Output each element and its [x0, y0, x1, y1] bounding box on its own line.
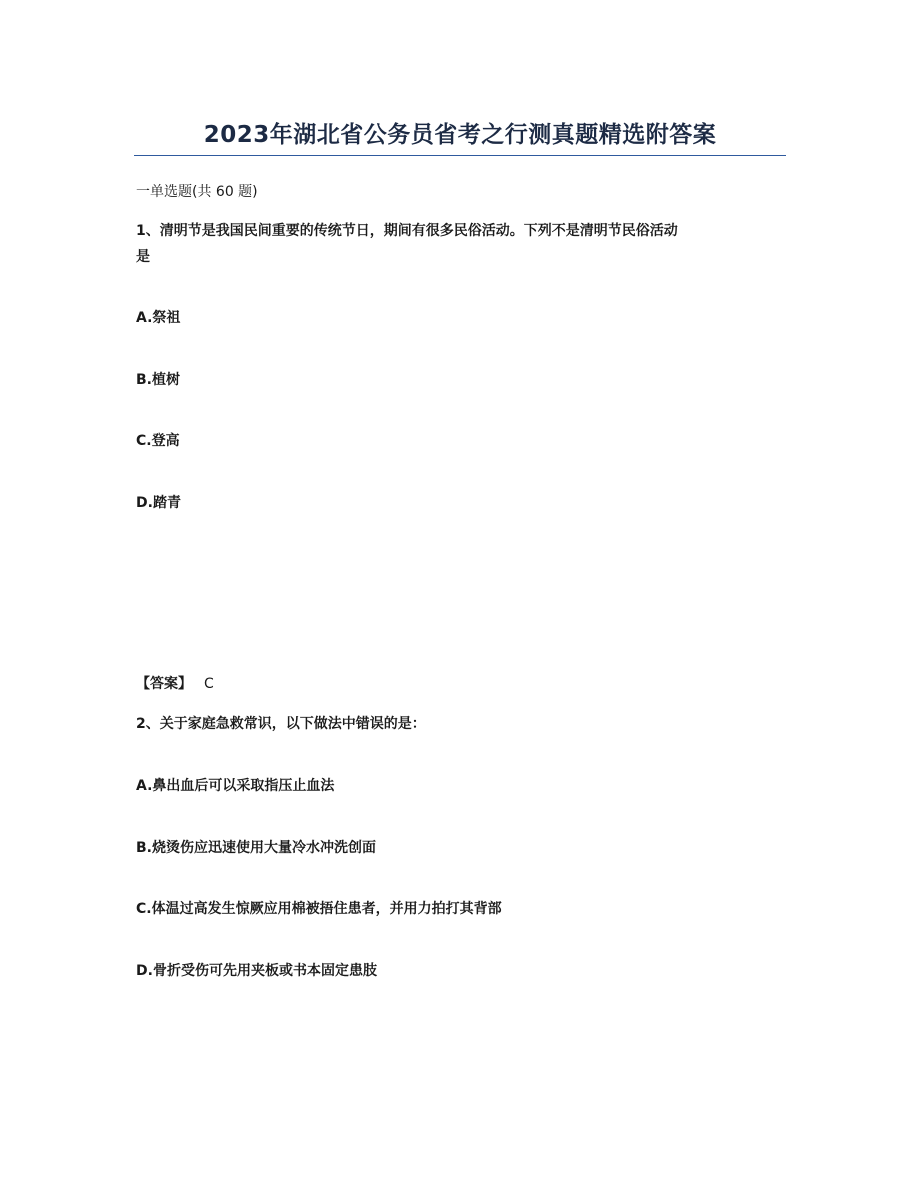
- question-1-stem: [136, 218, 786, 270]
- title-divider: [134, 155, 786, 156]
- question-2-option-a: A.鼻出血后可以采取指压止血法: [136, 778, 335, 794]
- question-2-option-c: C.体温过高发生惊厥应用棉被捂住患者，并用力拍打其背部: [136, 901, 502, 917]
- question-2-option-b: B.烧烫伤应迅速使用大量冷水冲洗创面: [136, 840, 376, 856]
- question-1-option-b: B.植树: [136, 372, 180, 388]
- question-1-stem-line-1: 1、清明节是我国民间重要的传统节日，期间有很多民俗活动。下列不是清明节民俗活动: [136, 223, 678, 239]
- question-1-stem-line-2: 是: [136, 249, 150, 265]
- answer-value: C: [204, 676, 214, 692]
- question-2-option-d: D.骨折受伤可先用夹板或书本固定患肢: [136, 963, 377, 979]
- question-1-answer: [136, 673, 214, 695]
- page-title: 2023年湖北省公务员省考之行测真题精选附答案: [203, 122, 717, 148]
- question-2-stem: 2、关于家庭急救常识，以下做法中错误的是：: [136, 716, 426, 732]
- question-1-option-a: A.祭祖: [136, 310, 181, 326]
- answer-label: 【答案】: [136, 676, 192, 692]
- section-heading: 一单选题(共 60 题): [136, 184, 258, 200]
- question-1-option-d: D.踏青: [136, 495, 181, 511]
- question-1-option-c: C.登高: [136, 433, 180, 449]
